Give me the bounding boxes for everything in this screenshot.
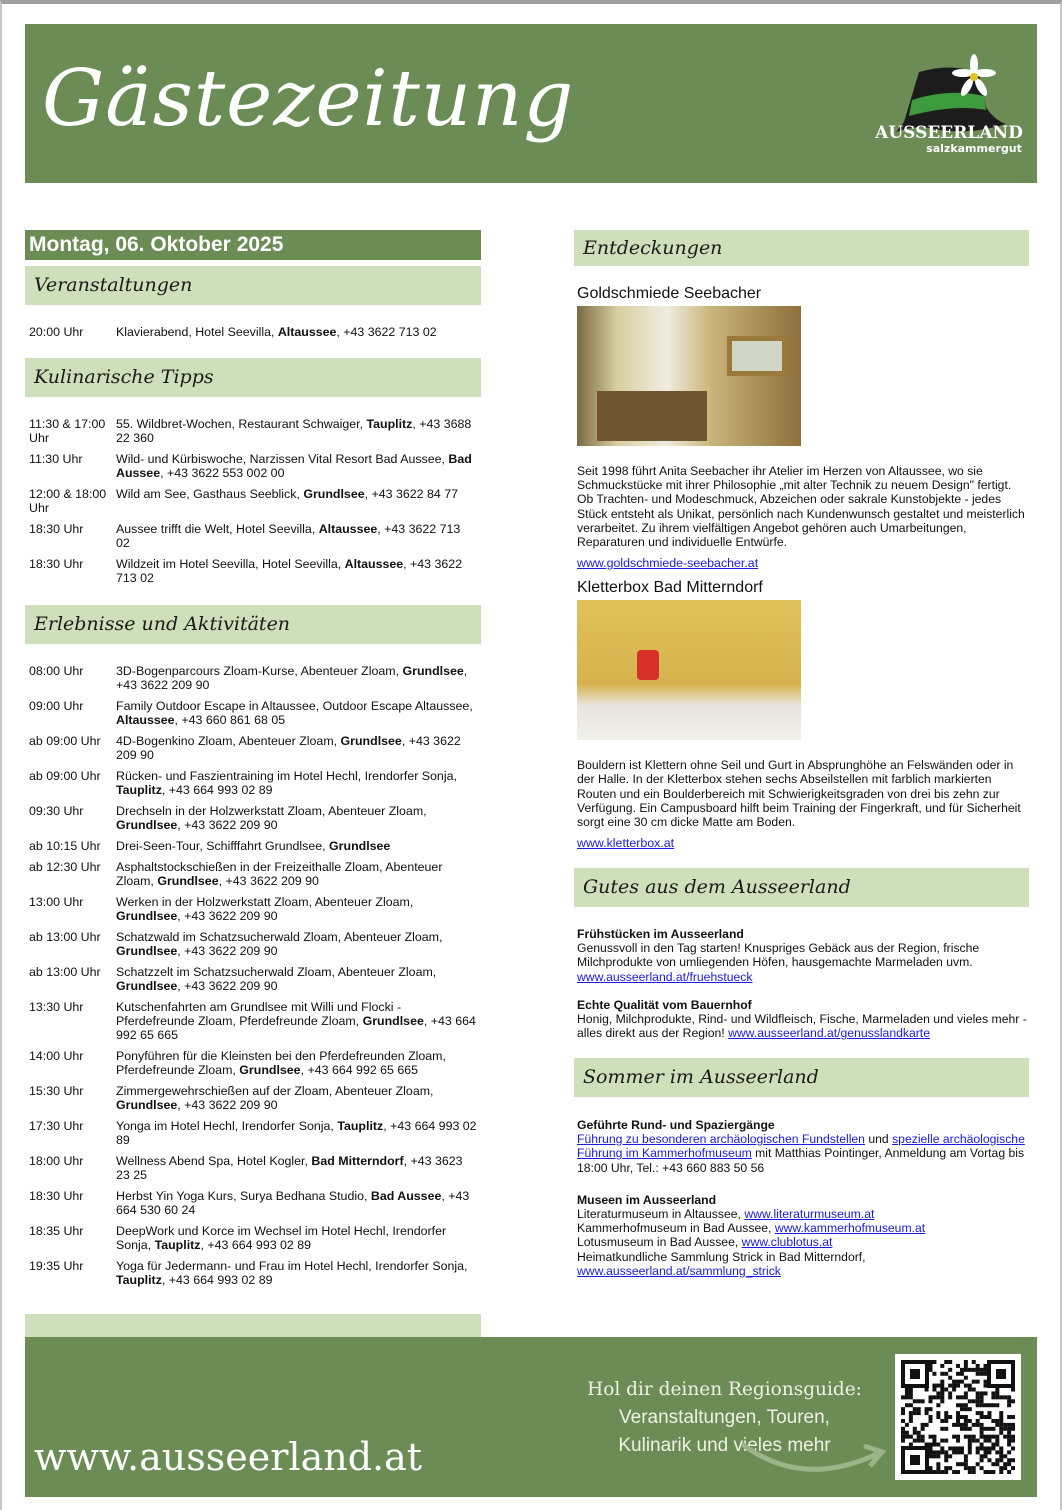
event-contact: , +43 3622 553 002 00 xyxy=(160,466,285,480)
kletterbox-description: Bouldern ist Klettern ohne Seil und Gurt in Absprunghöhe an Felswänden oder in der Halle. In der Kletterbox stehen sechs Abseilstellen mit farblich markierten Routen und ein Boulderbereich mit Schwierigkeitsgraden von drei bis zehn zur Verfügung. Ein Campusboard hilft beim Training der Fingerkraft, und für Sicherheit sorgt eine 30 cm dicke Matte am Boden. xyxy=(577,758,1021,830)
event-text: Klavierabend, Hotel Seevilla, xyxy=(116,325,278,339)
event-row xyxy=(25,664,481,692)
event-row xyxy=(25,895,481,923)
goldschmiede-link[interactable]: www.goldschmiede-seebacher.at xyxy=(577,556,759,571)
event-row xyxy=(25,839,481,853)
event-text: Wild- und Kürbiswoche, Narzissen Vital Resort Bad Aussee, xyxy=(116,452,449,466)
gefuehrte-heading: Geführte Rund- und Spaziergänge xyxy=(577,1118,775,1132)
event-place: Tauplitz xyxy=(116,1273,162,1287)
event-contact: , +43 3688 22 360 xyxy=(116,417,472,445)
event-text: Asphaltstockschießen in der Freizeithalle Zloam, Abenteuer Zloam, xyxy=(116,860,443,888)
event-place: Tauplitz xyxy=(366,417,413,431)
footer-url[interactable]: www.ausseerland.at xyxy=(34,1435,423,1479)
event-description xyxy=(116,1000,481,1042)
event-description xyxy=(116,664,481,692)
museum-name: Heimatkundliche Sammlung Strick in Bad Mitterndorf, xyxy=(577,1249,866,1264)
section-sommer-header: Sommer im Ausseerland xyxy=(574,1058,1029,1097)
event-time: 13:00 Uhr xyxy=(29,895,84,909)
event-row xyxy=(25,487,481,515)
event-row xyxy=(25,699,481,727)
event-place: Bad Aussee xyxy=(116,452,472,480)
event-row xyxy=(25,1189,481,1217)
bauernhof-text: Honig, Milchprodukte, Rind- und Wildfleisch, Fische, Marmeladen und vieles mehr - alles direkt aus der Region! xyxy=(577,1012,1027,1041)
event-row xyxy=(25,522,481,550)
event-row xyxy=(25,325,481,339)
bauernhof-heading: Echte Qualität vom Bauernhof xyxy=(577,997,752,1012)
fruehstueck-heading: Frühstücken im Ausseerland xyxy=(577,927,744,941)
event-description xyxy=(116,522,481,550)
event-text: Drei-Seen-Tour, Schifffahrt Grundlsee, xyxy=(116,839,330,853)
event-contact: , +43 664 993 02 89 xyxy=(161,783,273,797)
event-time: 09:30 Uhr xyxy=(29,804,84,818)
event-time: 18:00 Uhr xyxy=(29,1154,84,1168)
event-text: Aussee trifft die Welt, Hotel Seevilla, xyxy=(116,522,319,536)
event-description xyxy=(116,860,481,888)
event-text: Drechseln in der Holzwerkstatt Zloam, Abenteuer Zloam, xyxy=(116,804,427,818)
event-place: Grundlsee xyxy=(116,944,178,958)
event-place: Altaussee xyxy=(318,522,378,536)
gutes-content xyxy=(577,927,1029,1040)
event-text: Rücken- und Faszientraining im Hotel Hechl, Irendorfer Sonja, xyxy=(116,769,457,783)
event-place: Tauplitz xyxy=(116,783,162,797)
museum-link[interactable]: www.ausseerland.at/sammlung_strick xyxy=(577,1263,781,1278)
event-place: Bad Mitterndorf xyxy=(311,1154,404,1168)
event-text: DeepWork und Korce im Wechsel im Hotel Hechl, Irendorfer Sonja, xyxy=(116,1224,447,1252)
event-description xyxy=(116,1049,481,1077)
event-contact: , +43 3622 209 90 xyxy=(177,944,278,958)
kulinarik-list xyxy=(25,417,481,592)
kletterbox-photo xyxy=(577,600,801,740)
event-time: 13:30 Uhr xyxy=(29,1000,84,1014)
event-place: Grundlsee xyxy=(340,734,402,748)
event-row xyxy=(25,1224,481,1252)
event-time: 15:30 Uhr xyxy=(29,1084,84,1098)
event-description xyxy=(116,930,481,958)
event-description xyxy=(116,1119,481,1147)
svg-text:AUSSEERLAND: AUSSEERLAND xyxy=(875,123,1023,143)
event-place: Grundlsee xyxy=(116,818,178,832)
event-time: 20:00 Uhr xyxy=(29,325,84,339)
event-place: Bad Aussee xyxy=(370,1189,442,1203)
museum-name: Literaturmuseum in Altaussee, xyxy=(577,1207,745,1222)
event-description xyxy=(116,699,481,727)
event-place: Grundlsee xyxy=(402,664,464,678)
event-contact: , +43 3622 713 02 xyxy=(116,557,463,585)
event-text: Schatzwald im Schatzsucherwald Zloam, Abenteuer Zloam, xyxy=(116,930,443,944)
event-contact: , +43 664 993 02 89 xyxy=(200,1238,312,1252)
event-row xyxy=(25,860,481,888)
museum-item xyxy=(577,1235,1029,1249)
event-time: 11:30 & 17:00 Uhr xyxy=(29,417,106,445)
event-time: 14:00 Uhr xyxy=(29,1049,84,1063)
event-description xyxy=(116,1259,481,1287)
event-time: 12:00 & 18:00 Uhr xyxy=(29,487,107,515)
fruehstueck-link[interactable]: www.ausseerland.at/fruehstueck xyxy=(577,969,753,984)
event-contact: , +43 3622 209 90 xyxy=(177,909,278,923)
museum-link[interactable]: www.clublotus.at xyxy=(741,1235,833,1250)
event-time: 18:35 Uhr xyxy=(29,1224,84,1238)
event-contact: , +43 3622 84 77 xyxy=(364,487,458,501)
event-contact: , +43 3622 713 02 xyxy=(116,522,461,550)
date-heading: Montag, 06. Oktober 2025 xyxy=(25,230,481,260)
event-place: Grundlsee xyxy=(329,839,391,853)
event-time: ab 13:00 Uhr xyxy=(29,965,101,979)
event-place: Grundlsee xyxy=(116,909,178,923)
event-text: Werken in der Holzwerkstatt Zloam, Abenteuer Zloam, xyxy=(116,895,414,909)
event-time: 19:35 Uhr xyxy=(29,1259,84,1273)
event-row xyxy=(25,557,481,585)
event-text: Yoga für Jedermann- und Frau im Hotel Hechl, Irendorfer Sonja, xyxy=(116,1259,468,1273)
museen-heading: Museen im Ausseerland xyxy=(577,1192,717,1207)
event-text: Family Outdoor Escape in Altaussee, Outdoor Escape Altaussee, xyxy=(116,699,473,713)
event-time: 08:00 Uhr xyxy=(29,664,84,678)
event-description xyxy=(116,1084,481,1112)
kletterbox-link[interactable]: www.kletterbox.at xyxy=(577,836,675,851)
qr-code[interactable] xyxy=(895,1354,1021,1480)
event-contact: , +43 3622 209 90 xyxy=(116,664,468,692)
event-description xyxy=(116,557,481,585)
divider-bar xyxy=(25,1314,481,1337)
kammerhof-fuehrung-link[interactable]: spezielle archäologische Führung im Kammerhofmuseum xyxy=(577,1132,1025,1161)
event-time: 09:00 Uhr xyxy=(29,699,84,713)
event-contact: , +43 3622 209 90 xyxy=(218,874,319,888)
footer-line3: Kulinarik und vieles mehr xyxy=(618,1435,831,1456)
event-place: Altaussee xyxy=(116,713,175,727)
event-place: Grundlsee xyxy=(239,1063,301,1077)
veranstaltungen-list xyxy=(25,325,481,346)
event-time: ab 12:30 Uhr xyxy=(29,860,101,874)
event-text: Kutschenfahrten am Grundlsee mit Willi und Flocki - Pferdefreunde Zloam, Pferdefreunde Zloam, xyxy=(116,1000,402,1028)
page-title: Gästezeitung xyxy=(42,54,575,144)
event-place: Altaussee xyxy=(344,557,404,571)
hat-logo-icon xyxy=(874,52,1024,157)
event-place: Grundlsee xyxy=(157,874,219,888)
gefuehrte-text: mit Matthias Pointinger, Anmeldung am Vortag bis 18:00 Uhr, Tel.: +43 660 883 50 56 xyxy=(577,1146,1025,1175)
goldschmiede-photo xyxy=(577,306,801,446)
event-place: Grundlsee xyxy=(303,487,365,501)
bauernhof-link[interactable]: www.ausseerland.at/genusslandkarte xyxy=(728,1026,930,1041)
section-entdeckungen-header: Entdeckungen xyxy=(574,230,1029,266)
event-place: Grundlsee xyxy=(116,1098,178,1112)
event-text: 3D-Bogenparcours Zloam-Kurse, Abenteuer Zloam, xyxy=(116,664,403,678)
event-time: 17:30 Uhr xyxy=(29,1119,84,1133)
museen-list xyxy=(577,1207,1029,1278)
event-contact: , +43 3622 209 90 xyxy=(116,734,461,762)
event-description xyxy=(116,417,481,445)
event-contact: , +43 660 861 68 05 xyxy=(174,713,286,727)
event-place: Tauplitz xyxy=(154,1238,201,1252)
event-time: 18:30 Uhr xyxy=(29,522,84,536)
event-contact: , +43 664 530 60 24 xyxy=(116,1189,470,1217)
event-text: Wildzeit im Hotel Seevilla, Hotel Seevilla, xyxy=(116,557,345,571)
event-description xyxy=(116,1154,481,1182)
event-contact: , +43 3622 209 90 xyxy=(177,818,278,832)
goldschmiede-description: Seit 1998 führt Anita Seebacher ihr Atelier im Herzen von Altaussee, wo sie Schmuckstücke mit ihrer Philosophie „mit alter Technik zu neuem Design" fertigt. Ob Trachten- und Modeschmuck, Abzeichen oder sakrale Kunstobjekte - jedes Stück entsteht als Unikat, persönlich nach Kundenwunsch gestaltet und meisterlich verarbeitet. Zu ihrem vielfältigen Angebot gehören auch Umarbeitungen, Reparaturen und individuelle Entwürfe. xyxy=(577,464,1025,550)
event-row xyxy=(25,734,481,762)
event-contact: , +43 664 993 02 89 xyxy=(161,1273,273,1287)
event-description xyxy=(116,734,481,762)
event-row xyxy=(25,965,481,993)
sommer-content xyxy=(577,1118,1029,1278)
event-description xyxy=(116,804,481,832)
event-row xyxy=(25,930,481,958)
event-row xyxy=(25,1084,481,1112)
event-contact: , +43 3622 209 90 xyxy=(177,1098,278,1112)
event-contact: , +43 664 992 65 665 xyxy=(300,1063,419,1077)
footer-line2: Veranstaltungen, Touren, xyxy=(619,1407,830,1428)
footer-line1: Hol dir deinen Regionsguide: xyxy=(587,1379,862,1400)
museum-item xyxy=(577,1250,1029,1278)
entdeckungen-content xyxy=(577,284,1029,850)
event-text: Schatzzelt im Schatzsucherwald Zloam, Abenteuer Zloam, xyxy=(116,965,437,979)
museum-link[interactable]: www.literaturmuseum.at xyxy=(744,1207,875,1222)
event-row xyxy=(25,1154,481,1182)
event-row xyxy=(25,417,481,445)
qr-code-icon xyxy=(901,1360,1015,1474)
section-gutes-header: Gutes aus dem Ausseerland xyxy=(574,868,1029,907)
event-description xyxy=(116,487,481,515)
event-description xyxy=(116,965,481,993)
event-text: Wellness Abend Spa, Hotel Kogler, xyxy=(116,1154,312,1168)
event-row xyxy=(25,1000,481,1042)
event-row xyxy=(25,1119,481,1147)
ausseerland-logo xyxy=(874,52,1024,157)
event-text: Herbst Yin Yoga Kurs, Surya Bedhana Studio, xyxy=(116,1189,371,1203)
event-description xyxy=(116,325,481,339)
event-time: 11:30 Uhr xyxy=(29,452,83,466)
event-contact: , +43 664 993 02 89 xyxy=(116,1119,477,1147)
museum-item xyxy=(577,1207,1029,1221)
museum-name: Lotusmuseum in Bad Aussee, xyxy=(577,1235,742,1250)
und-text: und xyxy=(864,1132,893,1147)
fundstellen-link[interactable]: Führung zu besonderen archäologischen Fundstellen xyxy=(577,1132,865,1147)
event-text: Zimmergewehrschießen auf der Zloam, Abenteuer Zloam, xyxy=(116,1084,434,1098)
event-place: Altaussee xyxy=(277,325,337,339)
section-erlebnisse-header: Erlebnisse und Aktivitäten xyxy=(25,605,481,644)
section-veranstaltungen-header: Veranstaltungen xyxy=(25,266,481,305)
erlebnisse-list xyxy=(25,664,481,1294)
event-time: ab 09:00 Uhr xyxy=(29,734,101,748)
event-description xyxy=(116,452,481,480)
kletterbox-title: Kletterbox Bad Mitterndorf xyxy=(577,579,763,597)
event-contact: , +43 3623 23 25 xyxy=(116,1154,463,1182)
event-time: 18:30 Uhr xyxy=(29,557,84,571)
event-row xyxy=(25,1259,481,1287)
museum-item xyxy=(577,1221,1029,1235)
event-text: 4D-Bogenkino Zloam, Abenteuer Zloam, xyxy=(116,734,341,748)
event-description xyxy=(116,769,481,797)
event-place: Grundlsee xyxy=(116,979,178,993)
museum-name: Kammerhofmuseum in Bad Aussee, xyxy=(577,1221,775,1236)
event-row xyxy=(25,769,481,797)
goldschmiede-title: Goldschmiede Seebacher xyxy=(577,285,762,302)
event-place: Tauplitz xyxy=(337,1119,384,1133)
event-place: Grundlsee xyxy=(362,1014,424,1028)
event-description xyxy=(116,895,481,923)
event-time: 18:30 Uhr xyxy=(29,1189,84,1203)
svg-text:salzkammergut: salzkammergut xyxy=(926,142,1022,155)
event-time: ab 13:00 Uhr xyxy=(29,930,101,944)
event-time: ab 10:15 Uhr xyxy=(29,839,101,853)
event-text: Yonga im Hotel Hechl, Irendorfer Sonja, xyxy=(116,1119,338,1133)
event-row xyxy=(25,804,481,832)
event-text: Wild am See, Gasthaus Seeblick, xyxy=(116,487,304,501)
event-contact: , +43 3622 713 02 xyxy=(336,325,437,339)
event-text: Ponyführen für die Kleinsten bei den Pferdefreunden Zloam, Pferdefreunde Zloam, xyxy=(116,1049,446,1077)
event-row xyxy=(25,452,481,480)
event-row xyxy=(25,1049,481,1077)
event-contact: , +43 664 992 65 665 xyxy=(116,1014,476,1042)
event-time: ab 09:00 Uhr xyxy=(29,769,101,783)
museum-link[interactable]: www.kammerhofmuseum.at xyxy=(774,1221,926,1236)
event-text: 55. Wildbret-Wochen, Restaurant Schwaiger, xyxy=(116,417,367,431)
event-contact: , +43 3622 209 90 xyxy=(177,979,278,993)
arrow-icon xyxy=(732,1434,892,1484)
event-description xyxy=(116,1224,481,1252)
fruehstueck-text: Genussvoll in den Tag starten! Knuspriges Gebäck aus der Region, frische Milchprodukte von umliegenden Höfen, hausgemachte Marmeladen uvm. xyxy=(577,941,980,970)
event-description xyxy=(116,839,481,853)
event-description xyxy=(116,1189,481,1217)
section-kulinarik-header: Kulinarische Tipps xyxy=(25,358,481,397)
